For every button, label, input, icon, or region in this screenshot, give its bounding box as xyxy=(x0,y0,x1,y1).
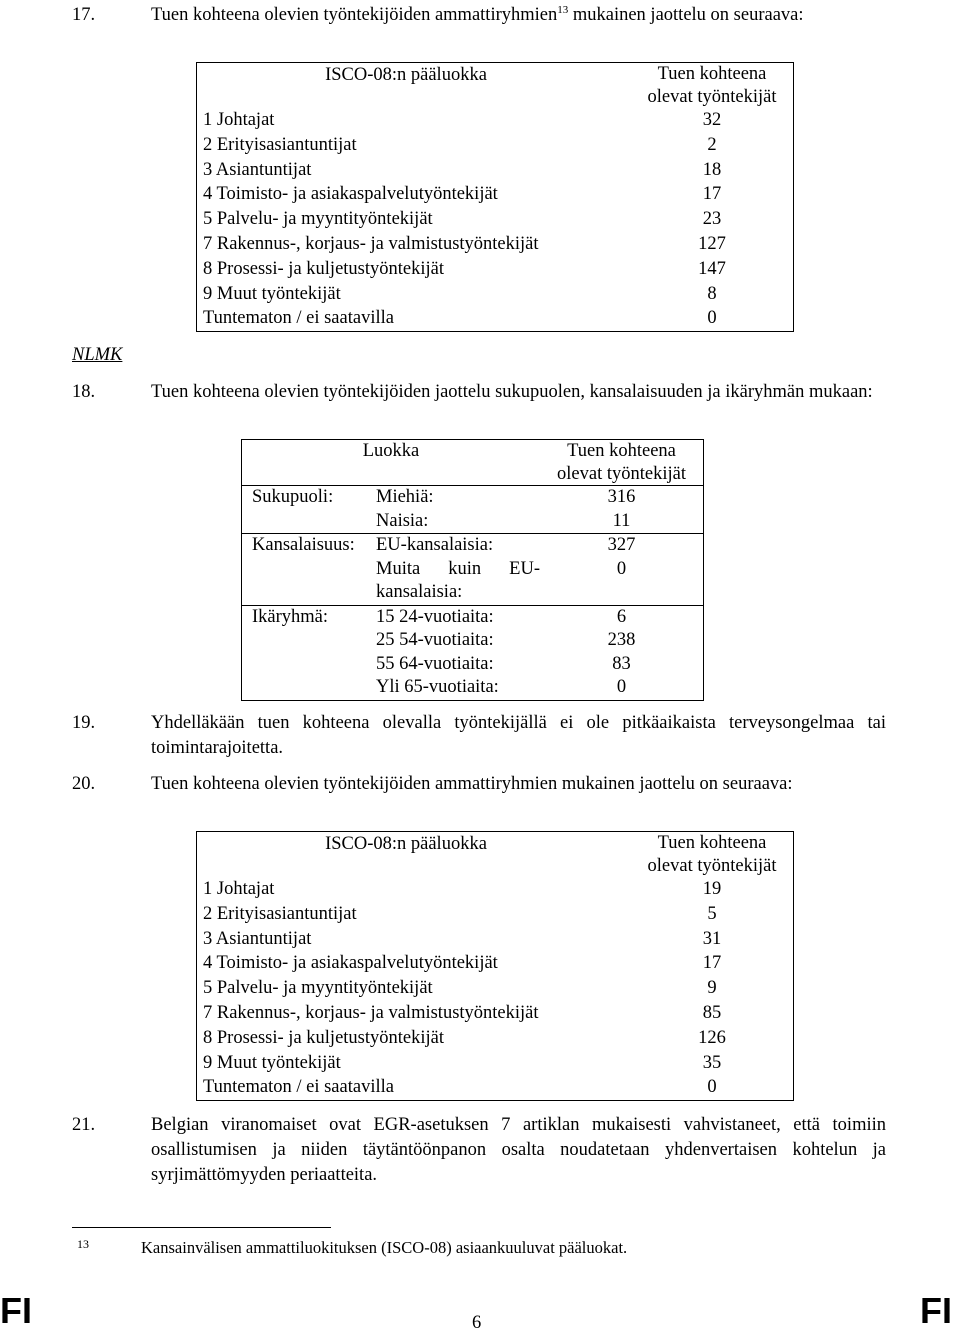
table-row xyxy=(197,951,794,976)
table-header xyxy=(197,832,794,878)
row-value: 316 xyxy=(540,486,704,510)
table-row xyxy=(197,108,794,133)
paragraph-text-part: mukainen jaottelu on seuraava: xyxy=(568,5,804,25)
footnote-reference: 13 xyxy=(557,3,569,16)
table-row xyxy=(242,510,704,534)
table-row xyxy=(197,207,794,232)
paragraph-text: Tuen kohteena olevien työntekijöiden jaottelu sukupuolen, kansalaisuuden ja ikäryhmän mukaan: xyxy=(151,382,873,402)
row-value: 8 xyxy=(707,283,717,304)
row-label: 5 Palvelu- ja myyntityöntekijät xyxy=(203,978,433,999)
table-row xyxy=(242,534,704,558)
row-label: 4 Toimisto- ja asiakaspalvelutyöntekijät xyxy=(203,184,498,205)
row-value: 32 xyxy=(702,110,722,130)
paragraph-number: 20. xyxy=(72,774,96,794)
header-count xyxy=(631,63,794,109)
row-label: 8 Prosessi- ja kuljetustyöntekijät xyxy=(203,258,444,279)
row-value: 0 xyxy=(616,558,627,579)
header-count xyxy=(631,832,794,878)
group-label xyxy=(242,629,377,653)
paragraph-number: 18. xyxy=(72,382,96,402)
margin-note: NLMK xyxy=(72,345,123,365)
table-row xyxy=(242,486,704,510)
paragraph-21 xyxy=(72,1113,886,1188)
row-value: 23 xyxy=(702,209,722,230)
row-label: 8 Prosessi- ja kuljetustyöntekijät xyxy=(203,1027,444,1048)
row-label xyxy=(376,558,540,606)
paragraph-number: 21. xyxy=(72,1115,96,1135)
row-label: 1 Johtajat xyxy=(203,110,275,130)
table-row xyxy=(197,232,794,257)
group-label: Kansalaisuus: xyxy=(242,534,377,558)
paragraph-text-part: Tuen kohteena olevien työntekijöiden ammattiryhmien xyxy=(151,5,558,25)
table-row xyxy=(242,676,704,700)
header-count-line1: Tuen kohteena xyxy=(657,64,767,84)
row-label: Miehiä: xyxy=(376,486,540,510)
footer-language-right: FI xyxy=(920,1290,952,1331)
group-label xyxy=(242,653,377,677)
table-row xyxy=(197,182,794,207)
table-header xyxy=(197,63,794,109)
row-value: 17 xyxy=(702,953,722,974)
demographics-table xyxy=(241,439,704,701)
table-row xyxy=(197,1051,794,1076)
group-label: Sukupuoli: xyxy=(242,486,377,510)
group-label xyxy=(242,676,377,700)
occupation-table-2 xyxy=(196,831,794,1101)
header-count-line1: Tuen kohteena xyxy=(657,833,767,853)
row-label: 7 Rakennus-, korjaus- ja valmistustyöntekijät xyxy=(203,1002,539,1023)
paragraph-18 xyxy=(72,380,886,405)
table-row xyxy=(242,629,704,653)
row-value: 147 xyxy=(698,258,726,279)
table-row xyxy=(197,133,794,158)
row-label: Yli 65-vuotiaita: xyxy=(376,677,499,697)
row-label: 3 Asiantuntijat xyxy=(203,928,312,949)
row-value: 5 xyxy=(707,903,717,924)
row-value: 2 xyxy=(707,134,717,155)
footnote-number: 13 xyxy=(77,1237,89,1251)
table-header xyxy=(242,440,704,486)
group-label xyxy=(242,510,377,534)
row-label: 2 Erityisasiantuntijat xyxy=(203,134,357,155)
occupation-table-1 xyxy=(196,62,794,332)
header-category: ISCO-08:n pääluokka xyxy=(325,834,487,854)
row-label: 15 24-vuotiaita: xyxy=(376,605,540,629)
row-value: 18 xyxy=(702,159,722,180)
paragraph-19 xyxy=(72,711,886,761)
row-label-line2: kansalaisia: xyxy=(376,582,463,602)
header-count-line2: olevat työntekijät xyxy=(647,855,777,876)
footnote-divider xyxy=(72,1227,331,1228)
row-label: 25 54-vuotiaita: xyxy=(376,630,494,650)
row-value: 327 xyxy=(540,534,704,558)
row-label: 4 Toimisto- ja asiakaspalvelutyöntekijät xyxy=(203,953,498,974)
table-row xyxy=(197,1075,794,1100)
footnote-text: Kansainvälisen ammattiluokituksen (ISCO-08) asiaankuuluvat pääluokat. xyxy=(141,1238,628,1257)
table-row xyxy=(197,927,794,952)
table-row xyxy=(197,282,794,307)
row-value: 238 xyxy=(607,630,636,650)
row-label: Naisia: xyxy=(376,510,429,531)
row-label: 5 Palvelu- ja myyntityöntekijät xyxy=(203,209,433,230)
row-value: 19 xyxy=(702,879,722,899)
paragraph-text: Belgian viranomaiset ovat EGR-asetuksen 7 artiklan mukaisesti vahvistaneet, että toimiin osallistumisen ja niiden täytäntöönpanon osalta noudatetaan yhdenvertaisen kohtelun ja syrjimättömyyden periaatteita. xyxy=(151,1115,886,1185)
table-row xyxy=(197,877,794,902)
row-label: 55 64-vuotiaita: xyxy=(376,653,494,674)
header-category: Luokka xyxy=(362,441,420,461)
row-value: 0 xyxy=(616,677,627,697)
header-count-line1: Tuen kohteena xyxy=(567,441,676,461)
group-label: Ikäryhmä: xyxy=(242,605,377,629)
table-row xyxy=(197,902,794,927)
table-row xyxy=(197,306,794,331)
row-label: 2 Erityisasiantuntijat xyxy=(203,903,357,924)
row-value: 126 xyxy=(698,1027,726,1048)
footer-language-left: FI xyxy=(0,1290,32,1331)
header-count-line2: olevat työntekijät xyxy=(647,86,777,107)
paragraph-17 xyxy=(72,3,886,28)
paragraph-text xyxy=(151,3,886,28)
page-number: 6 xyxy=(472,1313,482,1333)
table-row xyxy=(197,1001,794,1026)
header-count-line2: olevat työntekijät xyxy=(557,463,686,484)
row-value: 127 xyxy=(698,233,726,254)
table-row xyxy=(242,653,704,677)
table-row xyxy=(197,976,794,1001)
row-label: 7 Rakennus-, korjaus- ja valmistustyöntekijät xyxy=(203,233,539,254)
row-value: 85 xyxy=(702,1002,722,1023)
row-value: 11 xyxy=(612,510,631,531)
group-label xyxy=(242,558,377,606)
paragraph-20 xyxy=(72,772,886,797)
table-row xyxy=(197,158,794,183)
header-count xyxy=(540,440,704,486)
table-row xyxy=(242,558,704,606)
row-label: 9 Muut työntekijät xyxy=(203,283,341,304)
paragraph-number: 19. xyxy=(72,713,96,733)
row-label: Tuntematon / ei saatavilla xyxy=(203,308,394,329)
table-row xyxy=(197,1026,794,1051)
row-value: 31 xyxy=(702,928,722,949)
row-value: 83 xyxy=(612,653,631,674)
row-label: 1 Johtajat xyxy=(203,879,275,899)
paragraph-text: Yhdelläkään tuen kohteena olevalla työntekijällä ei ole pitkäaikaista terveysongelmaa tai toimintarajoitetta. xyxy=(151,713,886,758)
row-label: EU-kansalaisia: xyxy=(376,534,540,558)
paragraph-number: 17. xyxy=(72,5,96,25)
table-row xyxy=(197,257,794,282)
row-label: Tuntematon / ei saatavilla xyxy=(203,1077,394,1098)
row-label-line1: Muita kuin EU- xyxy=(376,558,540,579)
row-value: 0 xyxy=(707,1077,717,1098)
row-value: 17 xyxy=(702,184,722,205)
header-category: ISCO-08:n pääluokka xyxy=(325,65,487,85)
row-label: 9 Muut työntekijät xyxy=(203,1052,341,1073)
row-value: 35 xyxy=(702,1052,722,1073)
row-value: 6 xyxy=(540,605,704,629)
paragraph-text: Tuen kohteena olevien työntekijöiden ammattiryhmien mukainen jaottelu on seuraava: xyxy=(151,774,793,794)
table-row xyxy=(242,605,704,629)
row-label: 3 Asiantuntijat xyxy=(203,159,312,180)
row-value: 0 xyxy=(707,308,717,329)
row-value: 9 xyxy=(707,978,717,999)
